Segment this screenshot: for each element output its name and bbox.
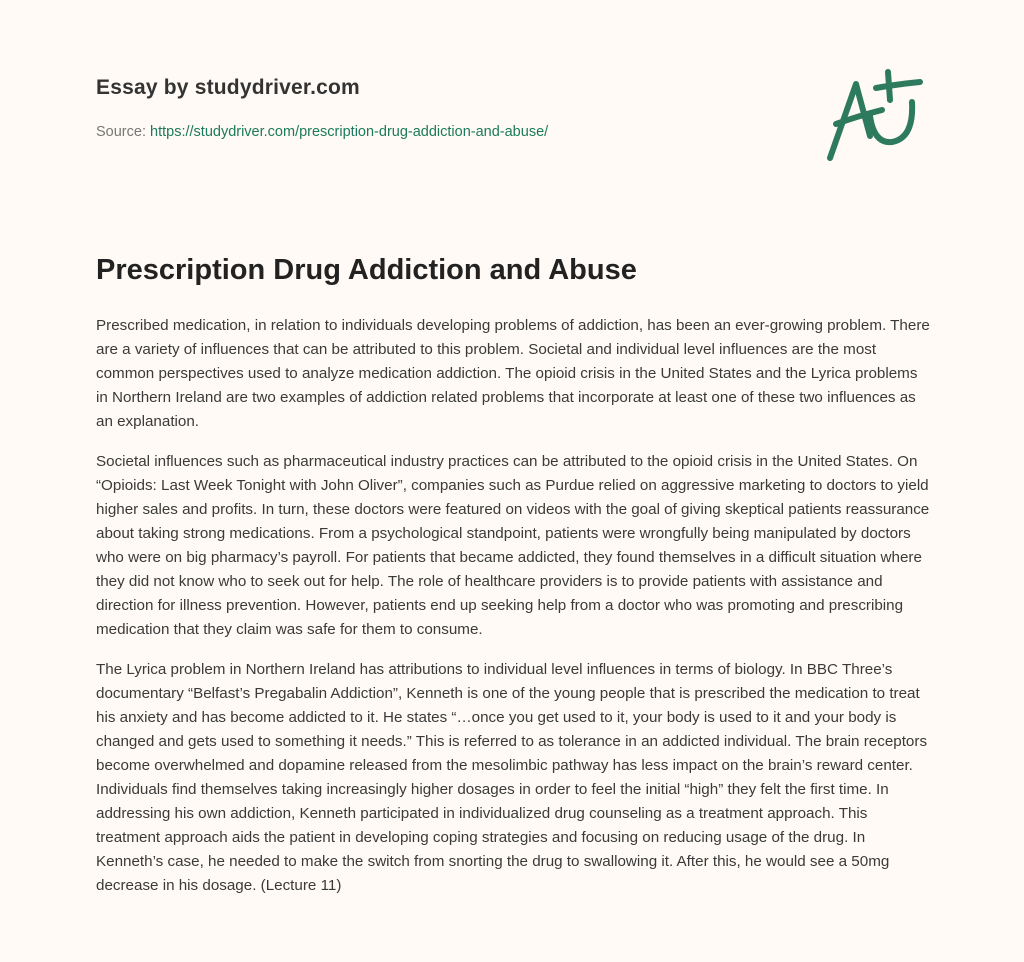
- article-title: Prescription Drug Addiction and Abuse: [96, 254, 637, 286]
- source-link[interactable]: https://studydriver.com/prescription-drug-addiction-and-abuse/: [150, 124, 549, 140]
- paragraph: Prescribed medication, in relation to individuals developing problems of addiction, has been an ever-growing problem. There are a variety of influences that can be attributed to this problem. Societal and individual level influences are the most common perspectives used to analyze medication addiction. The opioid crisis in the United States and the Lyrica problems in Northern Ireland are two examples of addiction related problems that incorporate at least one of these two influences as an explanation.: [96, 317, 930, 430]
- a-plus-logo-icon: [818, 66, 928, 166]
- paragraph: Societal influences such as pharmaceutical industry practices can be attributed to the opioid crisis in the United States. On “Opioids: Last Week Tonight with John Oliver”, companies such as Purdue relied on aggressive marketing to doctors to yield higher sales and profits. In turn, these doctors were featured on videos with the goal of giving skeptical patients reassurance about taking strong medications. From a psychological standpoint, patients were wrongfully being manipulated by doctors who were on big pharmacy’s payroll. For patients that became addicted, they found themselves in a difficult situation where they did not know who to seek out for help. The role of healthcare providers is to provide patients with assistance and direction for illness prevention. However, patients end up seeking help from a doctor who was promoting and prescribing medication that they claim was safe for them to consume.: [96, 453, 930, 638]
- article-body: [96, 314, 932, 914]
- source-line: [96, 124, 548, 140]
- site-title: Essay by studydriver.com: [96, 76, 360, 99]
- paragraph: The Lyrica problem in Northern Ireland has attributions to individual level influences in terms of biology. In BBC Three’s documentary “Belfast’s Pregabalin Addiction”, Kenneth is one of the young people that is prescribed the medication to treat his anxiety and has become addicted to it. He states “…once you get used to it, your body is used to it and your body is changed and gets used to something it needs.” This is referred to as tolerance in an addicted individual. The brain receptors become overwhelmed and dopamine released from the mesolimbic pathway has less impact on the brain’s reward center. Individuals find themselves taking increasingly higher dosages in order to feel the initial “high” they felt the first time. In addressing his own addiction, Kenneth participated in individualized drug counseling as a treatment approach. This treatment approach aids the patient in developing coping strategies and focusing on reducing usage of the drug. In Kenneth’s case, he needed to make the switch from snorting the drug to swallowing it. After this, he would see a 50mg decrease in his dosage. (Lecture 11): [96, 661, 928, 894]
- source-label: Source:: [96, 124, 146, 140]
